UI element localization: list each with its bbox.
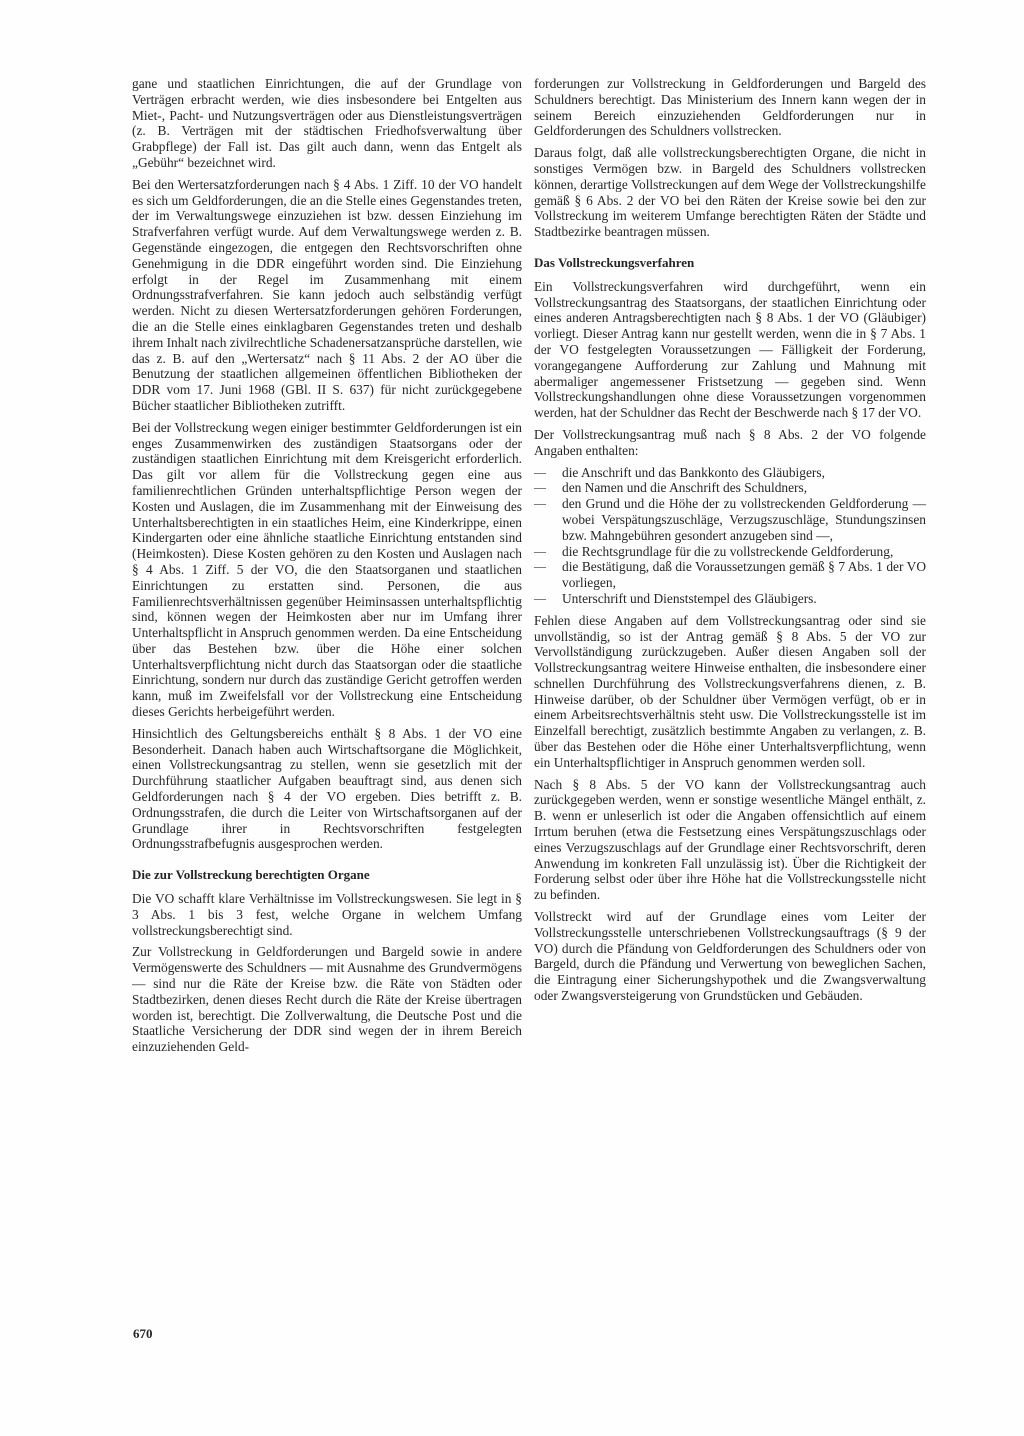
paragraph: Bei den Wertersatzforderungen nach § 4 Abs. 1 Ziff. 10 der VO handelt es sich um Geldforderungen, die an die Stelle eines Gegenstandes treten, der im Verwaltungswege einzuziehen ist bzw. dessen Einziehung im Strafverfahren verfügt wurde. Auf dem Verwaltungswege werden z. B. Gegenstände eingezogen, die entgegen den Rechtsvorschriften ohne Genehmigung in die DDR eingeführt worden sind. Die Einziehung erfolgt in der Regel im Zusammenhang mit einem Ordnungsstrafverfahren. Sie kann jedoch auch selbständig verfügt werden. Nicht zu diesen Wertersatzforderungen gehören Forderungen, die an die Stelle eines einklagbaren Gegenstandes treten und deshalb ihrem Inhalt nach zivilrechtliche Schadenersatzansprüche darstellen, wie das z. B. auf den „Wertersatz“ nach § 11 Abs. 2 der AO über die Benutzung der staatlichen allgemeinen öffentlichen Bibliotheken der DDR vom 17. Juni 1968 (GBl. II S. 637) für nicht zurückgegebene Bücher staatlicher Bibliotheken zutrifft. xyxy=(132,176,523,413)
paragraph: Die VO schafft klare Verhältnisse im Vollstreckungswesen. Sie legt in § 3 Abs. 1 bis 3 fest, welche Organe in welchem Umfang vollstreckungsberechtigt sind. xyxy=(132,891,522,938)
list-item: — den Namen und die Anschrift des Schuldners, xyxy=(534,480,926,496)
paragraph: Der Vollstreckungsantrag muß nach § 8 Abs. 2 der VO folgende Angaben enthalten: xyxy=(534,426,926,458)
list-item: — die Bestätigung, daß die Voraussetzungen gemäß § 7 Abs. 1 der VO vorliegen, xyxy=(534,559,926,591)
section-heading: Die zur Vollstreckung berechtigten Organe xyxy=(132,867,370,883)
paragraph: Nach § 8 Abs. 5 der VO kann der Vollstreckungsantrag auch zurückgegeben werden, wenn er sonstige wesentliche Mängel enthält, z. B. wenn er unleserlich ist oder die Angaben offensichtlich auf einem Irrtum beruhen (etwa die Festsetzung eines Verspätungszuschlags oder eines Verzugszuschlags auf der Grundlage einer Rechtsvorschrift, deren Anwendung im konkreten Fall unzulässig ist). Über die Richtigkeit der Forderung selbst oder über ihre Höhe hat die Vollstreckungsstelle nicht zu befinden. xyxy=(534,776,926,903)
paragraph: Bei der Vollstreckung wegen einiger bestimmter Geldforderungen ist ein enges Zusammenwirken des zuständigen Staatsorgans oder der zuständigen staatlichen Einrichtung mit dem Kreisgericht erforderlich. Das gilt vor allem für die Vollstreckung gegen eine aus familienrechtlichen Gründen unterhaltspflichtige Person wegen der Kosten und Auslagen, die im Zusammenhang mit der Einweisung des Unterhaltsberechtigten in ein staatliches Heim, eine Kinderkrippe, einen Kindergarten oder eine ähnliche staatliche Einrichtung entstanden sind (Heimkosten). Diese Kosten gehören zu den Kosten und Auslagen nach § 4 Abs. 1 Ziff. 5 der VO, die den Staatsorganen und staatlichen Einrichtungen zu erstatten sind. Personen, die aus Familienrechtsverhältnissen gegenüber Heiminsassen unterhaltspflichtig sind, können wegen der Heimkosten aber nur im Umfang ihrer Unterhaltspflicht in Anspruch genommen werden. Da eine Entscheidung über das Bestehen bzw. über die Höhe einer solchen Unterhaltsverpflichtung nicht durch das Staatsorgan oder die staatliche Einrichtung, sondern nur durch das zuständige Gericht getroffen werden kann, muß im Zweifelsfall vor der Vollstreckung eine Entscheidung dieses Gerichts herbeigeführt werden. xyxy=(132,419,522,720)
paragraph: gane und staatlichen Einrichtungen, die auf der Grundlage von Verträgen erbracht werden, wie dies insbesondere bei Entgelten aus Miet-, Pacht- und Nutzungsverträgen oder aus Dienstleistungsverträgen (z. B. Verträgen mit der städtischen Friedhofsverwaltung über Grabpflege) der Fall ist. Das gilt auch dann, wenn das Entgelt als „Gebühr“ bezeichnet wird. xyxy=(132,76,522,170)
paragraph: Hinsichtlich des Geltungsbereichs enthält § 8 Abs. 1 der VO eine Besonderheit. Danach haben auch Wirtschaftsorgane die Möglichkeit, einen Vollstreckungsantrag zu stellen, wenn sie gesetzlich mit der Durchführung staatlicher Aufgaben beauftragt sind, aus denen sich Geldforderungen nach § 4 der VO ergeben. Dies betrifft z. B. Ordnungsstrafen, die durch die Leiter von Wirtschaftsorganen auf der Grundlage ihrer in Rechtsvorschriften festgelegten Ordnungsstrafbefugnis ausgesprochen werden. xyxy=(132,725,522,852)
paragraph: Daraus folgt, daß alle vollstreckungsberechtigten Organe, die nicht in sonstiges Vermögen bzw. in Bargeld des Schuldners vollstrecken können, derartige Vollstreckungen auf dem Wege der Vollstreckungshilfe gemäß § 6 Abs. 2 der VO bei den Räten der Kreise sowie bei den zur Vollstreckung im weiterem Umfange berechtigten Räten der Städte und Stadtbezirke beantragen müssen. xyxy=(534,145,926,240)
requirements-list xyxy=(534,465,926,607)
paragraph: Ein Vollstreckungsverfahren wird durchgeführt, wenn ein Vollstreckungsantrag des Staatsorgans, der staatlichen Einrichtung oder eines anderen Antragsberechtigten nach § 8 Abs. 1 der VO (Gläubiger) vorliegt. Dieser Antrag kann nur gestellt werden, wenn die in § 7 Abs. 1 der VO festgelegten Voraussetzungen — Fälligkeit der Forderung, vorangegangene Aufforderung zur Zahlung und Mahnung mit abermaliger angemessener Fristsetzung — gegeben sind. Wenn Vollstreckungshandlungen ohne diese Voraussetzungen vorgenommen werden, hat der Schuldner das Recht der Beschwerde nach § 17 der VO. xyxy=(534,278,926,421)
section-heading: Das Vollstreckungsverfahren xyxy=(534,254,695,270)
list-item: — die Anschrift und das Bankkonto des Gläubigers, xyxy=(534,465,926,481)
paragraph: forderungen zur Vollstreckung in Geldforderungen und Bargeld des Schuldners berechtigt. Das Ministerium des Innern kann wegen der in seinem Bereich einzuziehenden Geldforderungen nur in Geldforderungen des Schuldners vollstrecken. xyxy=(534,76,926,139)
right-column xyxy=(534,76,926,1010)
page-number: 670 xyxy=(133,1326,153,1341)
paragraph: Zur Vollstreckung in Geldforderungen und Bargeld sowie in andere Vermögenswerte des Schuldners — mit Ausnahme des Grundvermögens — sind nur die Räte der Kreise bzw. die Räte von Städten oder Stadtbezirken, denen dieses Recht durch die Räte der Kreise übertragen worden ist, berechtigt. Die Zollverwaltung, die Deutsche Post und die Staatliche Versicherung der DDR sind wegen der in ihrem Bereich einzuziehenden Geld- xyxy=(132,944,522,1055)
left-column xyxy=(132,76,522,1061)
list-item: — die Rechtsgrundlage für die zu vollstreckende Geldforderung, xyxy=(534,544,926,560)
paragraph: Fehlen diese Angaben auf dem Vollstreckungsantrag oder sind sie unvollständig, so ist der Antrag gemäß § 8 Abs. 5 der VO zur Vervollständigung zurückzugeben. Außer diesen Angaben soll der Vollstreckungsantrag weitere Hinweise enthalten, die insbesondere einer schnellen Durchführung des Vollstreckungsverfahrens dienen, z. B. Hinweise darüber, ob der Schuldner über Vermögen verfügt, ob er in einem Arbeitsrechtsverhältnis steht usw. Die Vollstreckungsstelle ist im Einzelfall berechtigt, zusätzlich bestimmte Angaben zu verlangen, z. B. über das Bestehen oder die Höhe einer Unterhaltsverpflichtung, wenn ein Unterhaltspflichtiger in Anspruch genommen werden soll. xyxy=(534,612,926,770)
list-item: — den Grund und die Höhe der zu vollstreckenden Geldforderung — wobei Verspätungszuschläge, Verzugszuschläge, Stundungszinsen bzw. Mahngebühren gesondert anzugeben sind —, xyxy=(534,496,926,543)
list-item: — Unterschrift und Dienststempel des Gläubigers. xyxy=(534,591,926,607)
paragraph: Vollstreckt wird auf der Grundlage eines vom Leiter der Vollstreckungsstelle unterschriebenen Vollstreckungsauftrags (§ 9 der VO) durch die Pfändung von Geldforderungen des Schuldners oder von Bargeld, durch die Pfändung und Verwertung von beweglichen Sachen, die Eintragung einer Sicherungshypothek und die Zwangsverwaltung oder Zwangsversteigerung von Grundstücken und Gebäuden. xyxy=(534,909,926,1004)
